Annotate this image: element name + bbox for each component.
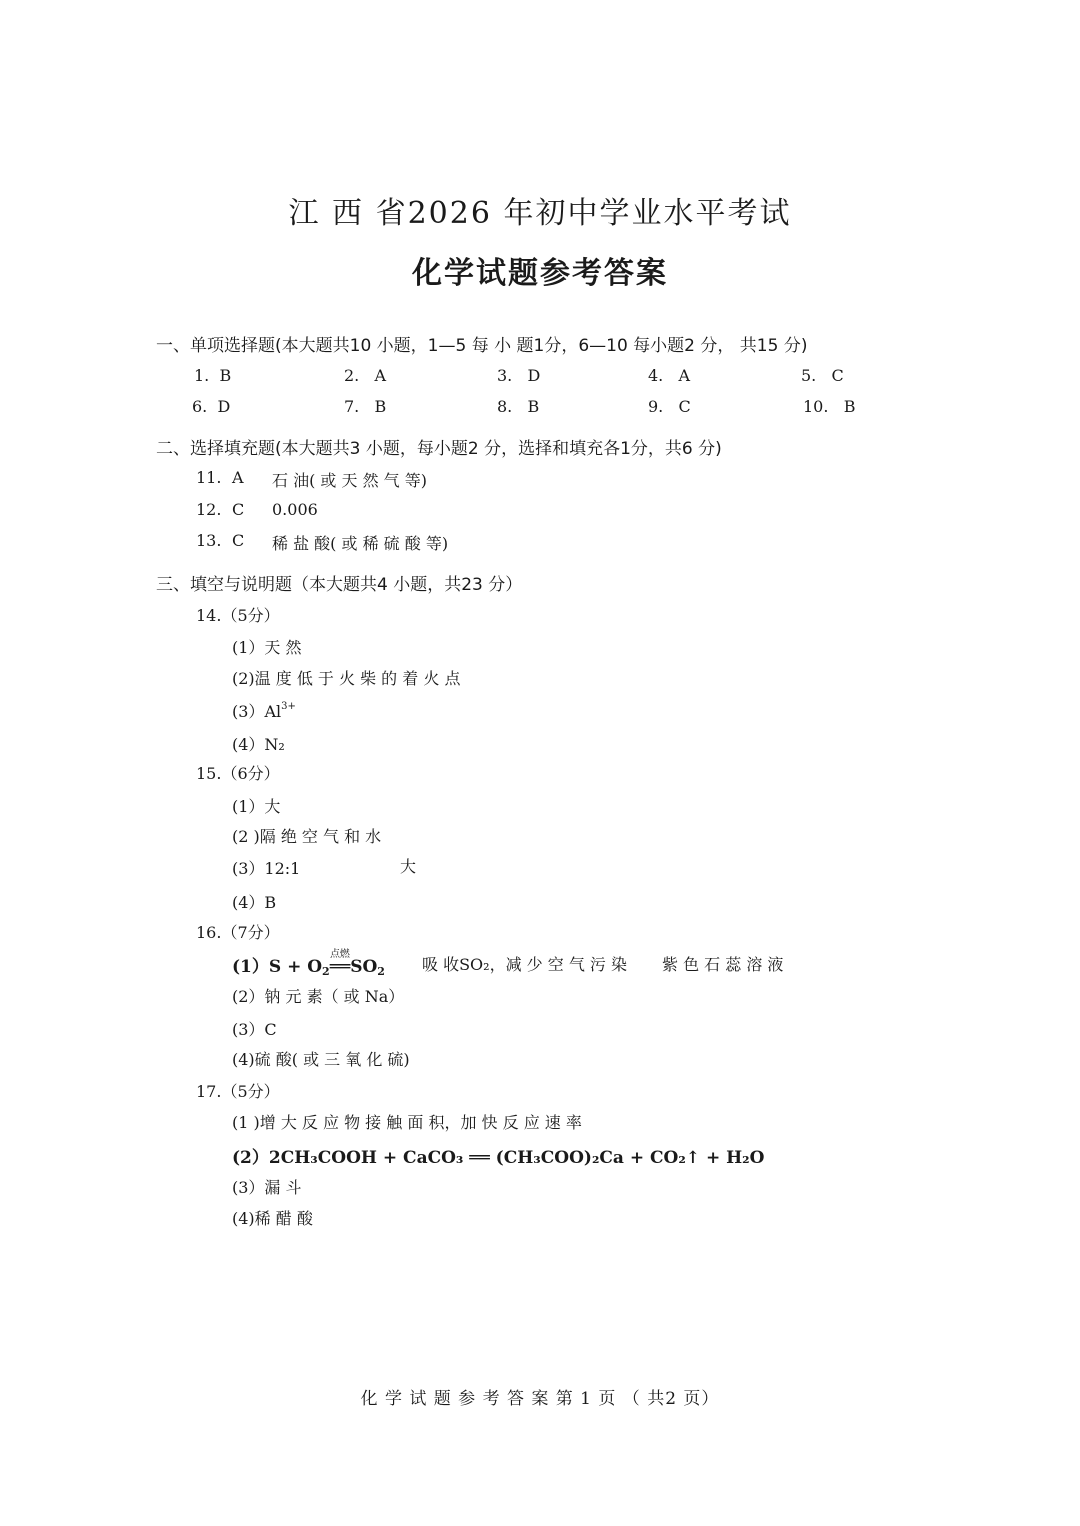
section2-heading: 二、选择填充题(本大题共3 小题，每小题2 分，选择和填充各1分，共6 分) — [156, 439, 722, 459]
section3-heading: 三、填空与说明题（本大题共4 小题，共23 分） — [156, 575, 523, 595]
section1-heading: 一、单项选择题(本大题共10 小题，1—5 每 小 题1分，6—10 每小题2 分， 共15 分) — [156, 336, 808, 356]
q12-number: 12. — [196, 500, 222, 519]
q17-equation: (2）2CH₃COOH + CaCO₃ ══ (CH₃COO)₂Ca + CO₂↑ + H₂O — [232, 1148, 765, 1168]
q15-answer-2: (2 )隔 绝 空 气 和 水 — [232, 827, 382, 846]
q16-heading: 16.（7分） — [196, 923, 280, 942]
q13-number: 13. — [196, 531, 222, 550]
q12-choice: C — [232, 500, 245, 519]
q15-answer-3b: 大 — [400, 857, 417, 876]
answer-item-3: 3. D — [497, 366, 541, 385]
q14-heading: 14.（5分） — [196, 606, 280, 625]
q14-answer-2: (2)温 度 低 于 火 柴 的 着 火 点 — [232, 669, 461, 688]
q13-fill: 稀 盐 酸( 或 稀 硫 酸 等) — [272, 534, 449, 553]
q17-answer-1: (1 )增 大 反 应 物 接 触 面 积，加 快 反 应 速 率 — [232, 1113, 582, 1132]
answer-item-2: 2. A — [344, 366, 387, 385]
answer-item-5: 5. C — [801, 366, 844, 385]
q16-answer-1b: 吸 收SO₂，减 少 空 气 污 染 — [422, 955, 628, 974]
q13-choice: C — [232, 531, 245, 550]
answer-item-6: 6. D — [192, 397, 231, 416]
answer-key-title: 化学试题参考答案 — [412, 256, 668, 291]
exam-title: 江 西 省2026 年初中学业水平考试 — [288, 196, 792, 231]
q17-heading: 17.（5分） — [196, 1082, 280, 1101]
reaction-condition: 点燃 ══ — [329, 949, 351, 977]
q11-fill: 石 油( 或 天 然 气 等) — [272, 471, 428, 490]
q16-answer-4: (4)硫 酸( 或 三 氧 化 硫) — [232, 1050, 410, 1069]
answer-item-7: 7. B — [344, 397, 387, 416]
answer-item-1: 1. B — [194, 366, 232, 385]
q12-fill: 0.006 — [272, 500, 318, 519]
q11-number: 11. — [196, 468, 222, 487]
q17-answer-3: (3）漏 斗 — [232, 1178, 302, 1197]
q16-answer-3: (3）C — [232, 1020, 277, 1039]
q14-answer-1: (1）天 然 — [232, 638, 302, 657]
answer-item-4: 4. A — [648, 366, 691, 385]
q17-answer-4: (4)稀 醋 酸 — [232, 1209, 313, 1228]
q16-answer-1c: 紫 色 石 蕊 溶 液 — [662, 955, 784, 974]
q16-answer-2: (2）钠 元 素（ 或 Na） — [232, 987, 405, 1006]
answer-item-8: 8. B — [497, 397, 540, 416]
q15-answer-1: (1）大 — [232, 797, 281, 816]
q16-equation: $(1)S + O_2$ 点燃 $══SO_2$ — [232, 949, 385, 978]
page-footer: 化 学 试 题 参 考 答 案 第 1 页 （ 共2 页） — [360, 1389, 720, 1409]
q15-answer-3: (3）12:1 — [232, 859, 301, 878]
answer-item-9: 9. C — [648, 397, 691, 416]
q15-heading: 15.（6分） — [196, 764, 280, 783]
q14-answer-4: (4）N₂ — [232, 735, 285, 754]
q15-answer-4: (4）B — [232, 893, 277, 912]
answer-item-10: 10. B — [803, 397, 856, 416]
q11-choice: A — [232, 468, 244, 487]
q14-answer-3: $(3)Al^{3+}$ — [232, 701, 296, 721]
